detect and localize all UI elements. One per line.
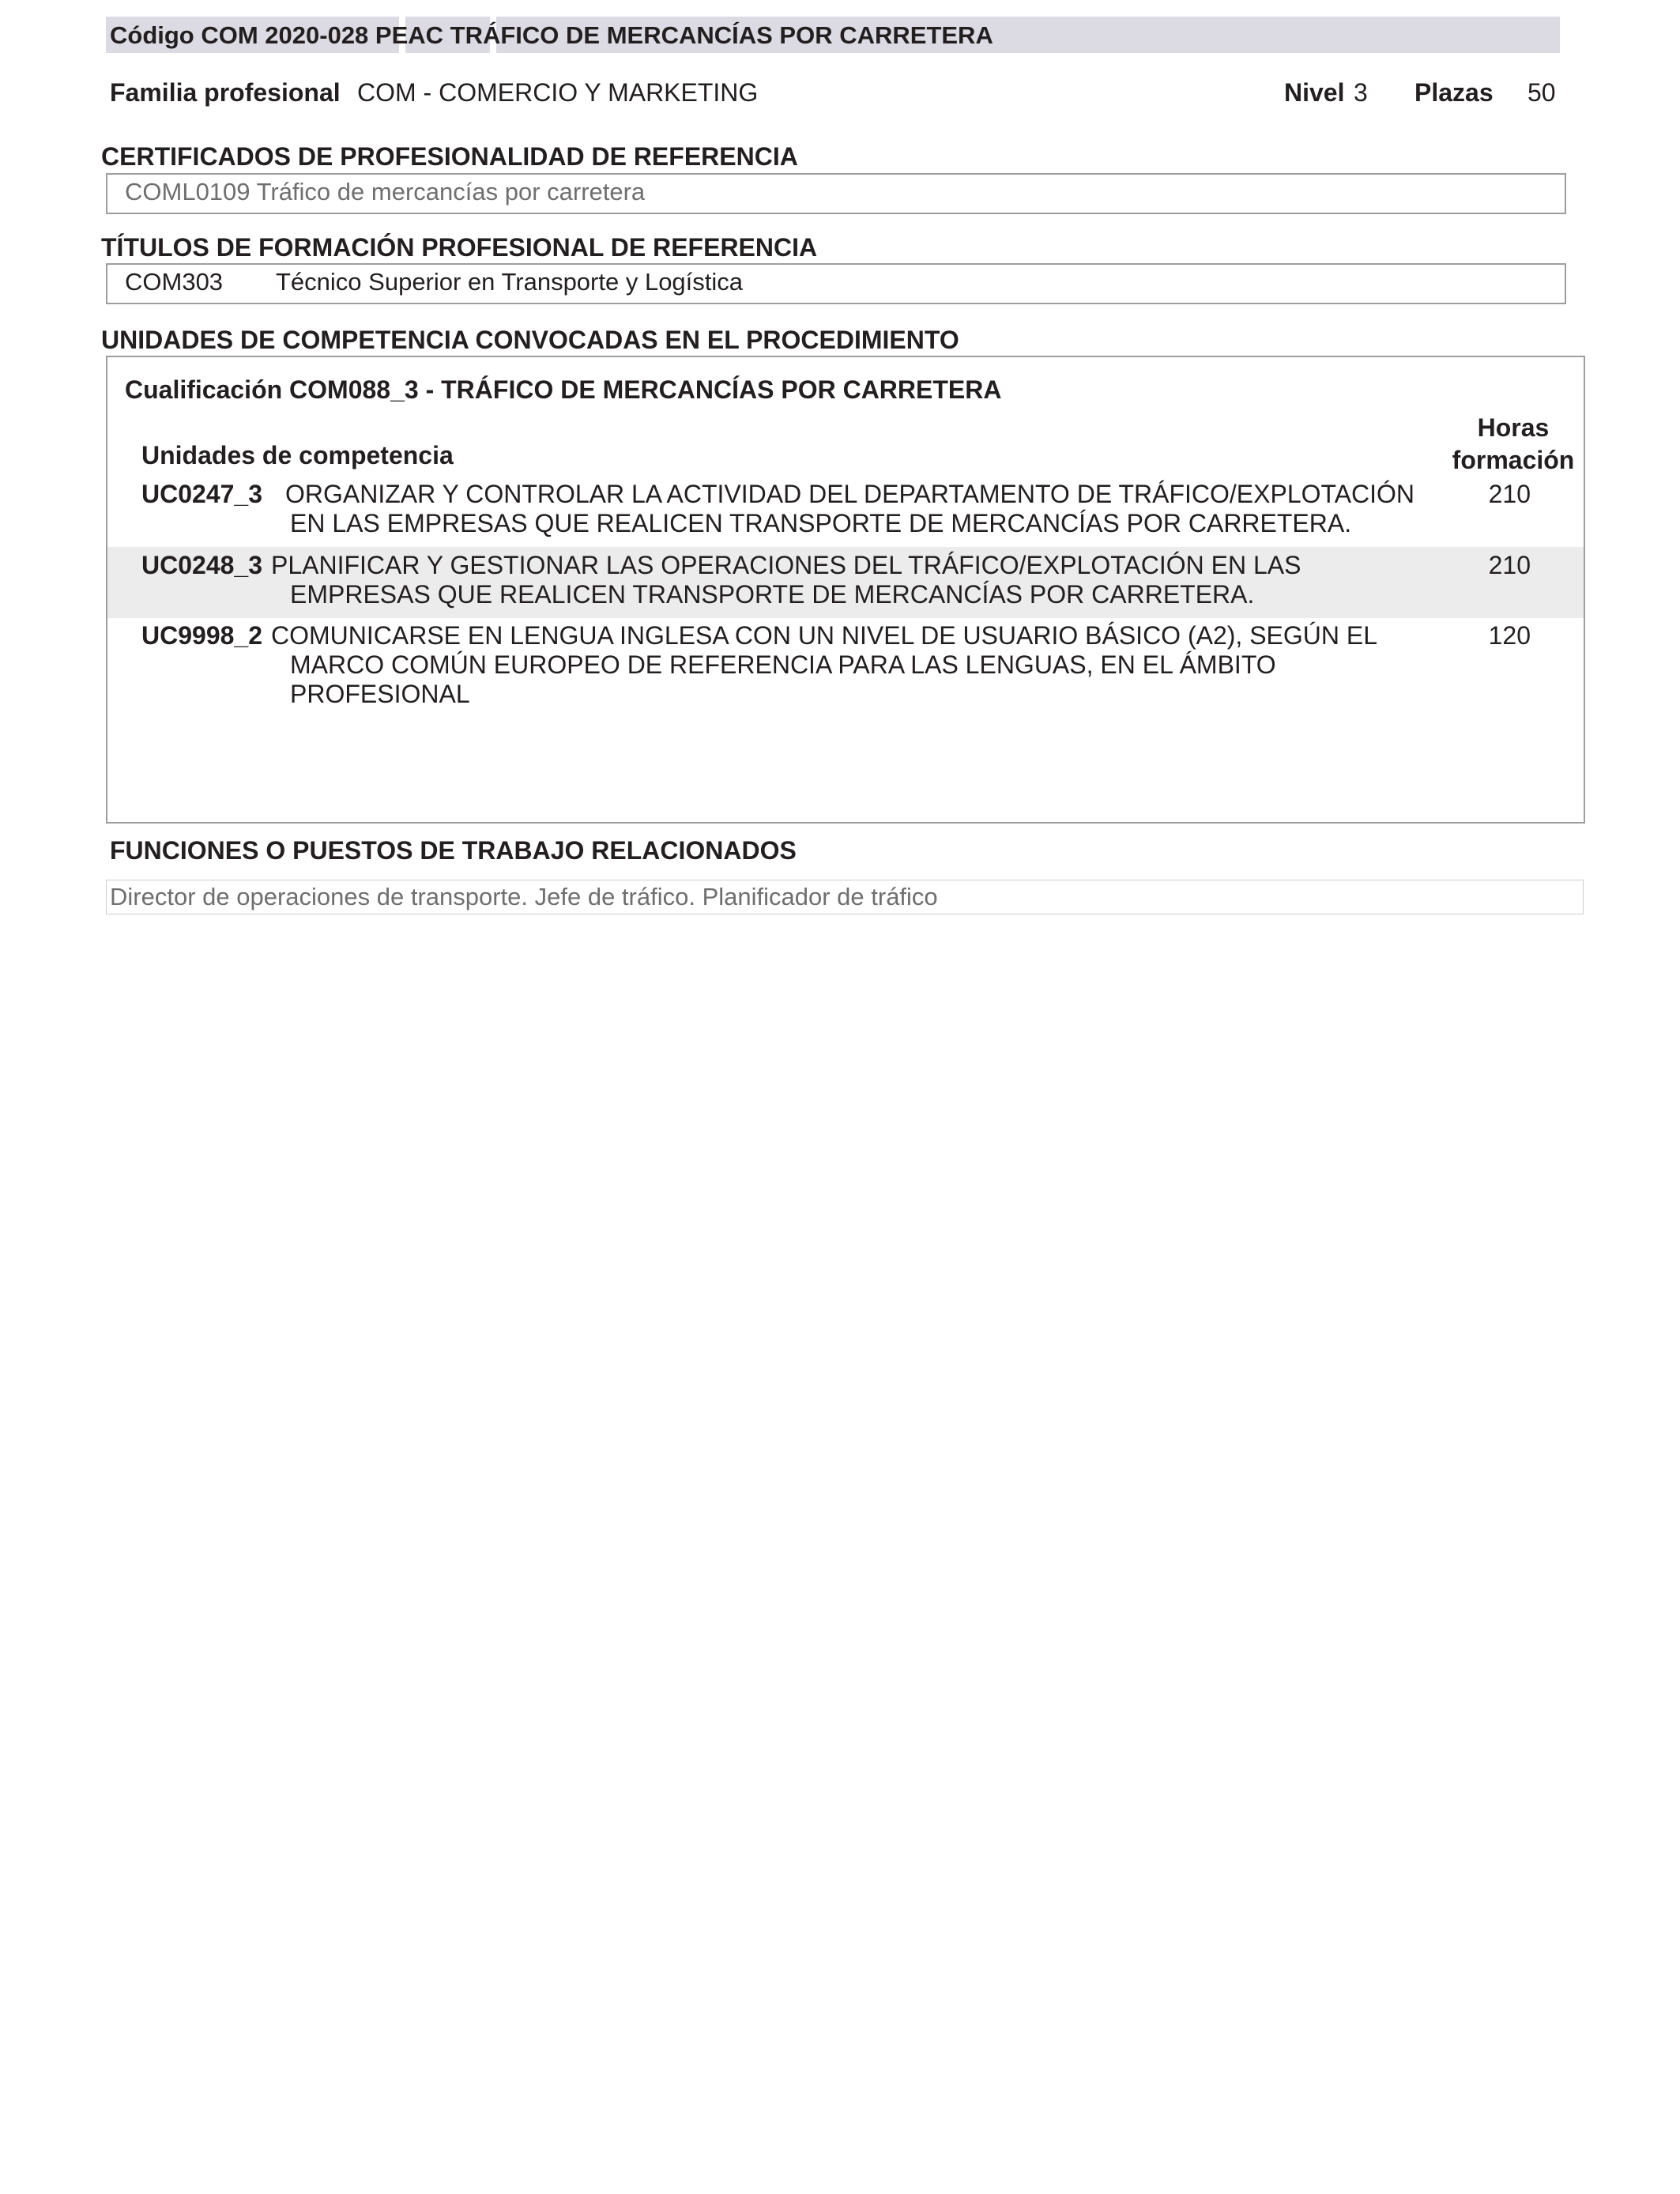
uc-description-line: ORGANIZAR Y CONTROLAR LA ACTIVIDAD DEL DEPARTAMENTO DE TRÁFICO/EXPLOTACIÓN xyxy=(285,480,1415,508)
uc-description-line: COMUNICARSE EN LENGUA INGLESA CON UN NIVEL DE USUARIO BÁSICO (A2), SEGÚN EL xyxy=(271,621,1378,650)
hours-header-line1: Horas xyxy=(1477,413,1550,442)
titulo-name: Técnico Superior en Transporte y Logística xyxy=(276,268,744,296)
uc-description-line: MARCO COMÚN EUROPEO DE REFERENCIA PARA LAS LENGUAS, EN EL ÁMBITO xyxy=(290,650,1276,679)
certificados-heading: CERTIFICADOS DE PROFESIONALIDAD DE REFERENCIA xyxy=(101,142,798,171)
uc-code: UC9998_2 xyxy=(141,621,262,650)
units-column-header: Unidades de competencia xyxy=(141,441,454,469)
nivel-label: Nivel xyxy=(1284,78,1345,107)
cualificacion-title: Cualificación COM088_3 - TRÁFICO DE MERCANCÍAS POR CARRETERA xyxy=(125,375,1002,404)
certificado-item: COML0109 Tráfico de mercancías por carretera xyxy=(125,178,646,205)
uc-hours: 210 xyxy=(1488,480,1531,508)
uc-code: UC0248_3 xyxy=(141,551,262,579)
uc-code: UC0247_3 xyxy=(141,480,262,508)
uc-hours: 120 xyxy=(1488,621,1531,650)
document-title: Código COM 2020-028 PEAC TRÁFICO DE MERCANCÍAS POR CARRETERA xyxy=(110,21,993,49)
funciones-heading: FUNCIONES O PUESTOS DE TRABAJO RELACIONADOS xyxy=(110,836,797,865)
uc-description-line: PROFESIONAL xyxy=(290,680,470,708)
titulo-code: COM303 xyxy=(125,268,224,296)
familia-value: COM - COMERCIO Y MARKETING xyxy=(357,78,759,107)
uc-description-line: EN LAS EMPRESAS QUE REALICEN TRANSPORTE DE MERCANCÍAS POR CARRETERA. xyxy=(290,509,1352,537)
plazas-label: Plazas xyxy=(1414,78,1494,107)
nivel-value: 3 xyxy=(1354,78,1368,107)
unidades-heading: UNIDADES DE COMPETENCIA CONVOCADAS EN EL PROCEDIMIENTO xyxy=(101,326,959,354)
plazas-value: 50 xyxy=(1527,78,1556,107)
uc-description-line: EMPRESAS QUE REALICEN TRANSPORTE DE MERCANCÍAS POR CARRETERA. xyxy=(290,580,1255,609)
hours-column-header xyxy=(1446,412,1580,477)
uc-description-line: PLANIFICAR Y GESTIONAR LAS OPERACIONES DEL TRÁFICO/EXPLOTACIÓN EN LAS xyxy=(271,551,1301,579)
titulos-heading: TÍTULOS DE FORMACIÓN PROFESIONAL DE REFERENCIA xyxy=(101,233,818,262)
hours-header-line2: formación xyxy=(1452,446,1575,474)
uc-hours: 210 xyxy=(1488,551,1531,579)
familia-label: Familia profesional xyxy=(110,78,341,107)
funciones-text: Director de operaciones de transporte. Jefe de tráfico. Planificador de tráfico xyxy=(110,883,938,910)
